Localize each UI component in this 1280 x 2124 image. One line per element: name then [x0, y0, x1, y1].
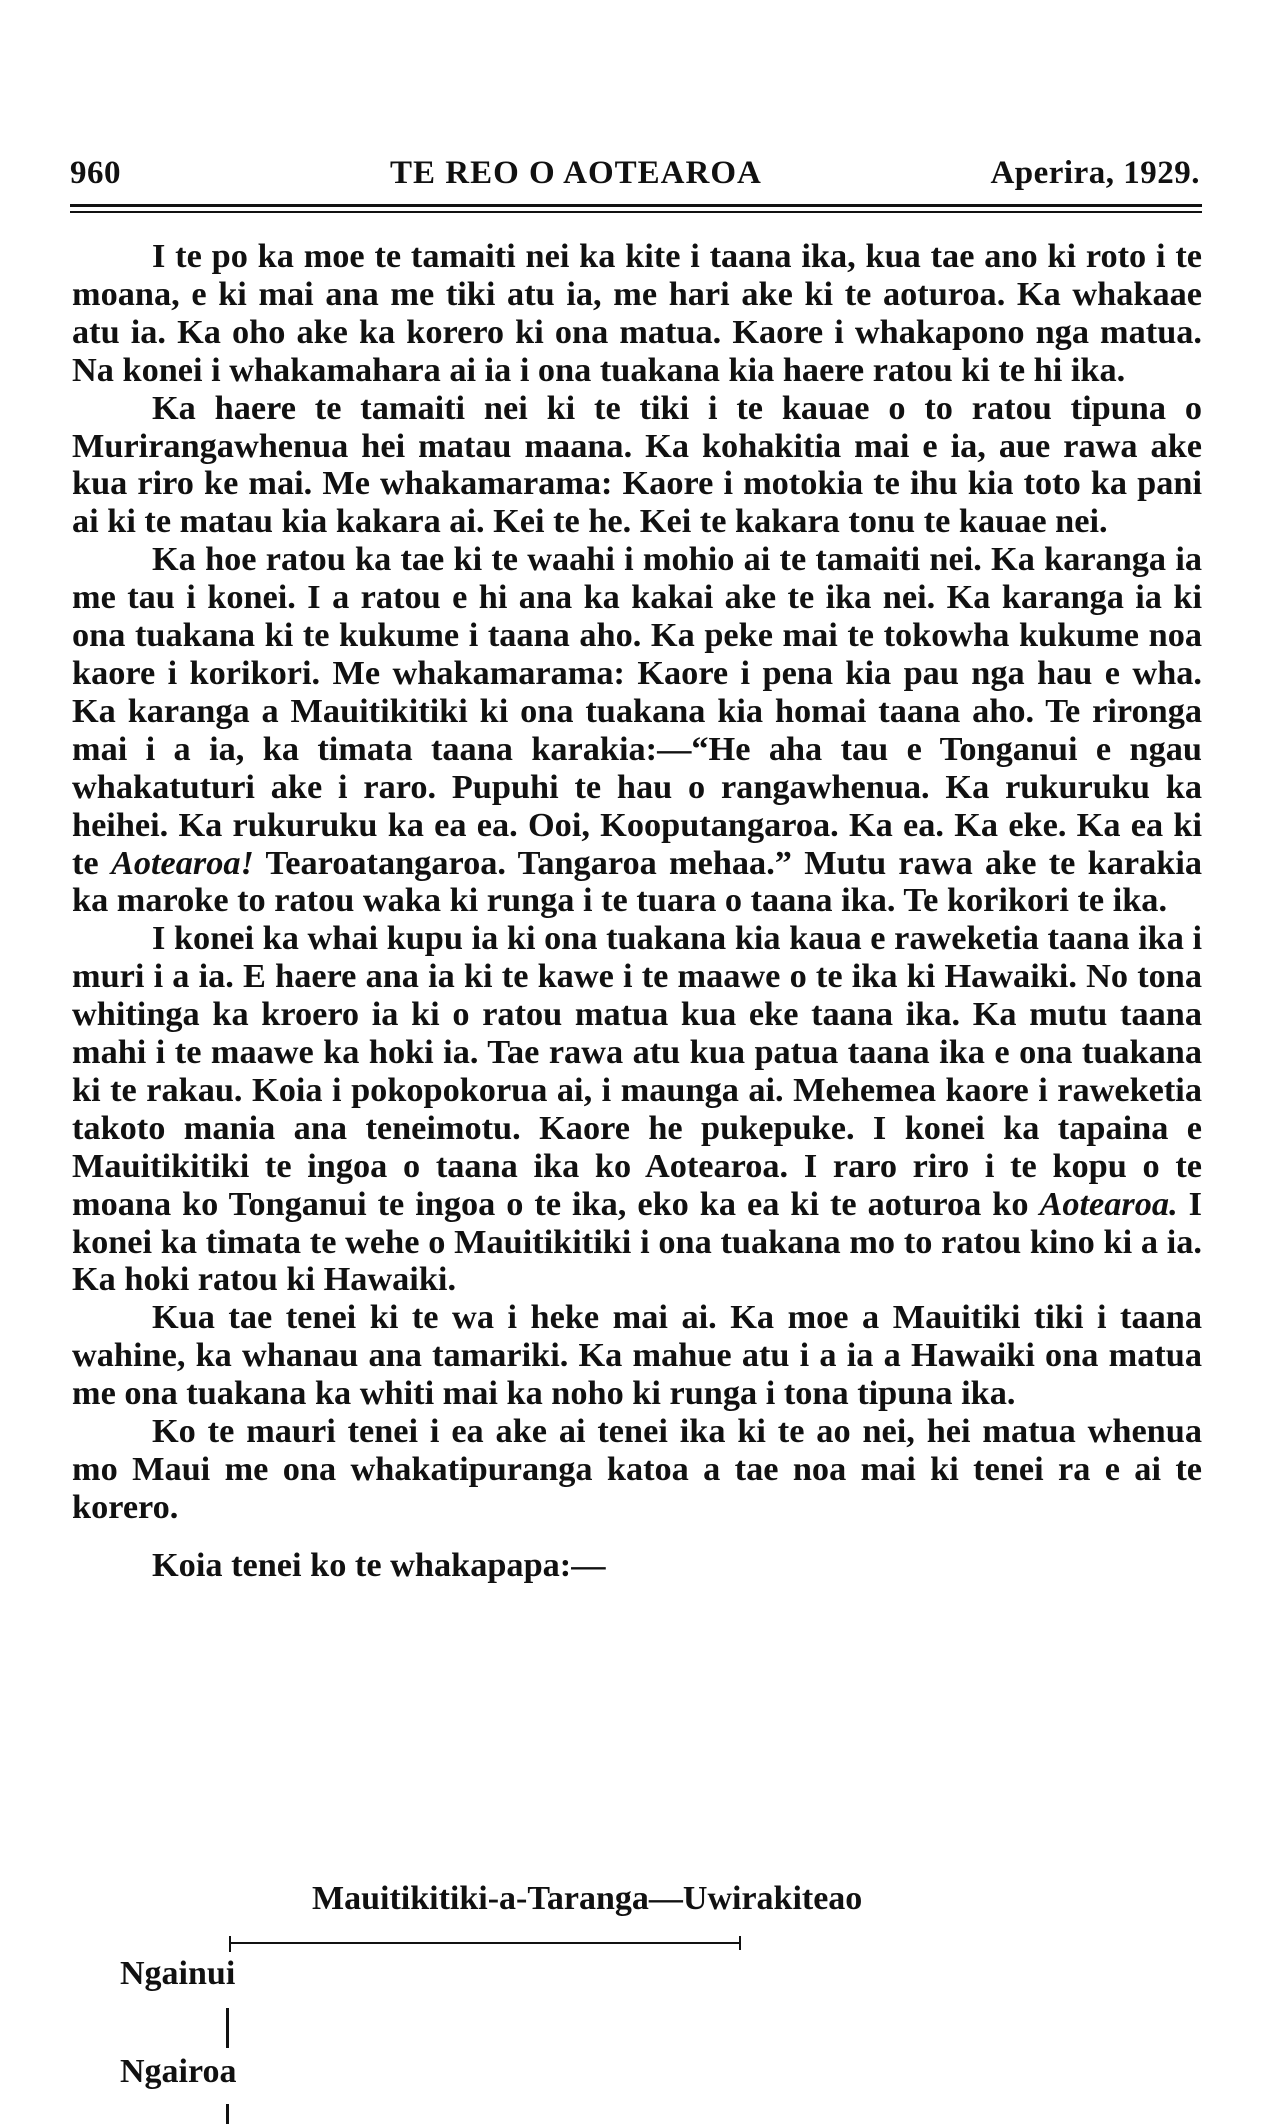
issue-date: Aperira, 1929. — [990, 155, 1200, 191]
genealogy-branch-line — [230, 1942, 740, 1944]
header-rule-top — [70, 204, 1202, 207]
page-header — [70, 155, 1200, 199]
genealogy-branch-tick-left — [229, 1936, 231, 1952]
paragraph: Ko te mauri tenei i ea ake ai tenei ika ki te ao nei, hei matua whenua mo Maui me ona whakatipuranga katoa a tae noa mai ki tenei ra e ai te korero. — [72, 1412, 1202, 1526]
genealogy-chart — [0, 1880, 1280, 2124]
paragraph: Kua tae tenei ki te wa i heke mai ai. Ka moe a Mauitiki tiki i taana wahine, ka whanau ana tamariki. Ka mahue atu i a ia a Hawaiki ona matua me ona tuakana ka whiti mai ka noho ki runga i tona tipuna ika. — [72, 1298, 1202, 1413]
genealogy-descendant: Ngainui — [120, 1955, 236, 1992]
genealogy-branch-tick-right — [739, 1936, 741, 1950]
paragraph: Ka hoe ratou ka tae ki te waahi i mohio ai te tamaiti nei. Ka karanga ia me tau i konei. I a ratou e hi ana ka kakai ake te ika nei. Ka karanga ia ki ona tuakana ki te kukume i taana aho. Ka peke mai te tokowha kukume noa kaore i korikori. Me whakamarama: Kaore i pena kia pau nga hau e wha. Ka karanga a Mauitikitiki ki ona tuakana kia homai taana aho. Te rironga mai i a ia, ka timata taana karakia:—“He aha tau e Tonganui e ngau whakatuturi ake i raro. Pupuhi te hau o rangawhenua. Ka rukuruku ka heihei. Ka rukuruku ka ea ea. Ooi, Kooputangaroa. Ka ea. Ka eke. Ka ea ki te Aotearoa! Tearoatangaroa. Tangaroa mehaa.” Mutu rawa ake te karakia ka maroke to ratou waka ki runga i te tuara o taana ika. Te korikori te ika. — [72, 540, 1203, 920]
publication-title: TE REO O AOTEAROA — [390, 155, 762, 191]
paragraph: I te po ka moe te tamaiti nei ka kite i taana ika, kua tae ano ki roto i te moana, e ki mai ana me tiki atu ia, me hari ake ki te aoturoa. Ka whakaae atu ia. Ka oho ake ka korero ki ona matua. Kaore i whakapono nga matua. Na konei i whakamahara ai ia i ona tuakana kia haere ratou ki te hi ika. — [72, 237, 1202, 389]
whakapapa-intro: Koia tenei ko te whakapapa:— — [152, 1545, 606, 1584]
italic-place-name: Aotearoa. — [1039, 1184, 1178, 1223]
genealogy-descent-line — [226, 2008, 229, 2048]
italic-place-name: Aotearoa! — [110, 843, 254, 882]
genealogy-descendant: Ngairoa — [120, 2053, 237, 2090]
article-body — [72, 238, 1202, 1585]
genealogy-descent-line — [226, 2104, 229, 2124]
header-rule-bottom — [70, 211, 1202, 213]
paragraph: I konei ka whai kupu ia ki ona tuakana kia kaua e raweketia taana ika i muri i a ia. E haere ana ia ki te kawe i te maawe o te ika ki Hawaiki. No tona whitinga ka kroero ia ki o ratou matua kua eke taana ika. Ka mutu taana mahi i te maawe ka hoki ia. Tae rawa atu kua patua taana ika e ona tuakana ki te rakau. Koia i pokopokorua ai, i maunga ai. Mehemea kaore i raweketia takoto mania ana teneimotu. Kaore he pukepuke. I konei ka tapaina e Mauitikitiki te ingoa o taana ika ko Aotearoa. I raro riro i te kopu o te moana ko Tonganui te ingoa o te ika, eko ka ea ki te aoturoa ko Aotearoa. I konei ka timata te wehe o Mauitikitiki i ona tuakana mo to ratou kino ki a ia. Ka hoki ratou ki Hawaiki. — [72, 919, 1202, 1299]
paragraph: Ka haere te tamaiti nei ki te tiki i te kauae o to ratou tipuna o Murirangawhenua hei matau maana. Ka kohakitia mai e ia, aue rawa ake kua riro ke mai. Me whakamarama: Kaore i motokia te ihu kia toto ka pani ai ki te matau kia kakara ai. Kei te he. Kei te kakara tonu te kauae nei. — [72, 388, 1202, 541]
page-number: 960 — [70, 155, 121, 191]
genealogy-root: Mauitikitiki-a-Taranga—Uwirakiteao — [312, 1880, 863, 1917]
